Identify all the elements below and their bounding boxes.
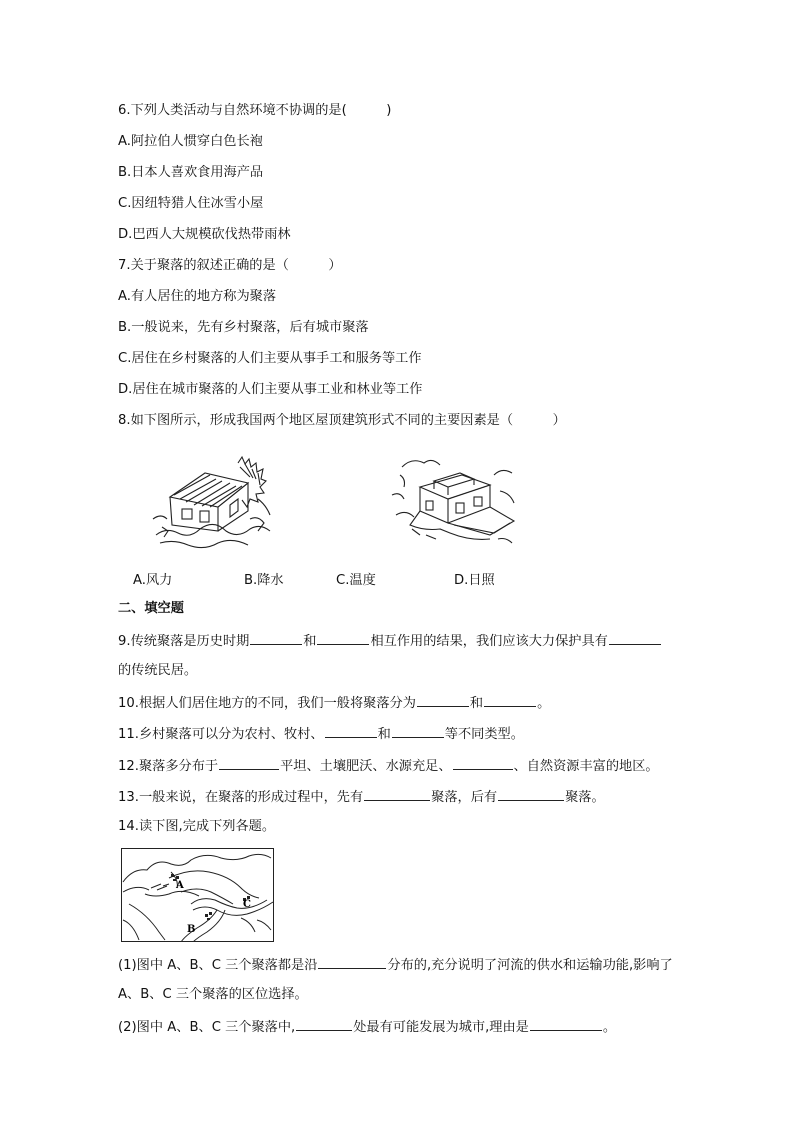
q8-option-b: B.降水: [244, 573, 284, 588]
q10-text-2: 和: [469, 696, 484, 711]
q12-text-1: 12.聚落多分布于: [118, 759, 219, 774]
q10-line: [118, 693, 550, 713]
q13-text-3: 聚落。: [565, 790, 605, 805]
q11-text-1: 11.乡村聚落可以分为农村、牧村、: [118, 727, 324, 742]
q6-option-d: D.巴西人大规模砍伐热带雨林: [118, 227, 291, 242]
q14-sub2-blank-2[interactable]: [530, 1017, 602, 1031]
q6-option-c: C.因纽特猎人住冰雪小屋: [118, 196, 264, 211]
q6-stem: 6.下列人类活动与自然环境不协调的是( ): [118, 103, 392, 118]
q14-sub2-blank-1[interactable]: [296, 1017, 352, 1031]
q13-blank-2[interactable]: [498, 787, 564, 801]
q14-sub1-text-1: (1)图中 A、B、C 三个聚落都是沿: [118, 958, 318, 973]
q12-line: [118, 756, 659, 776]
river-settlement-map: [121, 848, 274, 942]
q6-option-a: A.阿拉伯人惯穿白色长袍: [118, 134, 263, 149]
q11-blank-2[interactable]: [392, 724, 444, 738]
section-title-fill-in: 二、填空题: [118, 601, 184, 616]
q8-option-d: D.日照: [454, 573, 495, 588]
q9-text-4: 的传统民居。: [118, 663, 198, 678]
q9-line: [118, 631, 662, 651]
q11-text-2: 和: [377, 727, 391, 742]
q7-option-a: A.有人居住的地方称为聚落: [118, 289, 277, 304]
q14-sub2-text-1: (2)图中 A、B、C 三个聚落中,: [118, 1020, 296, 1035]
q14-sub2-line: [118, 1017, 616, 1037]
q14-sub1-blank[interactable]: [318, 955, 386, 969]
q10-blank-2[interactable]: [484, 693, 536, 707]
q9-blank-3[interactable]: [609, 631, 661, 645]
q12-text-3: 、自然资源丰富的地区。: [513, 759, 659, 774]
map-label-c: C: [243, 899, 251, 910]
q9-text-3: 相互作用的结果，我们应该大力保护具有: [370, 634, 608, 649]
q14-sub1-text-3: A、B、C 三个聚落的区位选择。: [118, 987, 308, 1002]
q7-option-d: D.居住在城市聚落的人们主要从事工业和林业等工作: [118, 382, 423, 397]
q13-text-1: 13.一般来说，在聚落的形成过程中，先有: [118, 790, 364, 805]
q10-blank-1[interactable]: [417, 693, 469, 707]
map-label-b: B: [187, 924, 196, 935]
q9-blank-1[interactable]: [250, 631, 302, 645]
q9-blank-2[interactable]: [317, 631, 369, 645]
q10-text-1: 10.根据人们居住地方的不同，我们一般将聚落分为: [118, 696, 416, 711]
q6-option-b: B.日本人喜欢食用海产品: [118, 165, 264, 180]
q11-line: [118, 724, 524, 744]
q14-stem: 14.读下图,完成下列各题。: [118, 819, 276, 834]
q8-stem: 8.如下图所示，形成我国两个地区屋顶建筑形式不同的主要因素是（ ）: [118, 413, 566, 428]
map-label-a: A: [176, 880, 184, 891]
q14-sub1-line: [118, 955, 673, 975]
q11-blank-1[interactable]: [325, 724, 377, 738]
q13-blank-1[interactable]: [364, 787, 430, 801]
q9-text-1: 9.传统聚落是历史时期: [118, 634, 250, 649]
q13-line: [118, 787, 605, 807]
q13-text-2: 聚落，后有: [431, 790, 498, 805]
q7-stem: 7.关于聚落的叙述正确的是（ ）: [118, 258, 342, 273]
q14-sub2-text-2: 处最有可能发展为城市,理由是: [353, 1020, 529, 1035]
q14-sub2-text-3: 。: [602, 1020, 617, 1035]
q10-text-3: 。: [537, 696, 551, 711]
q12-text-2: 平坦、土壤肥沃、水源充足、: [280, 759, 452, 774]
q11-text-3: 等不同类型。: [444, 727, 524, 742]
q12-blank-1[interactable]: [219, 756, 279, 770]
q7-option-c: C.居住在乡村聚落的人们主要从事手工和服务等工作: [118, 351, 422, 366]
flat-roof-house-illustration: [390, 455, 520, 550]
q8-option-c: C.温度: [336, 573, 376, 588]
q7-option-b: B.一般说来，先有乡村聚落，后有城市聚落: [118, 320, 369, 335]
q12-blank-2[interactable]: [453, 756, 513, 770]
q14-sub1-text-2: 分布的,充分说明了河流的供水和运输功能,影响了: [387, 958, 673, 973]
sloped-roof-house-illustration: [150, 455, 280, 550]
q9-text-2: 和: [303, 634, 317, 649]
q8-option-a: A.风力: [133, 573, 173, 588]
